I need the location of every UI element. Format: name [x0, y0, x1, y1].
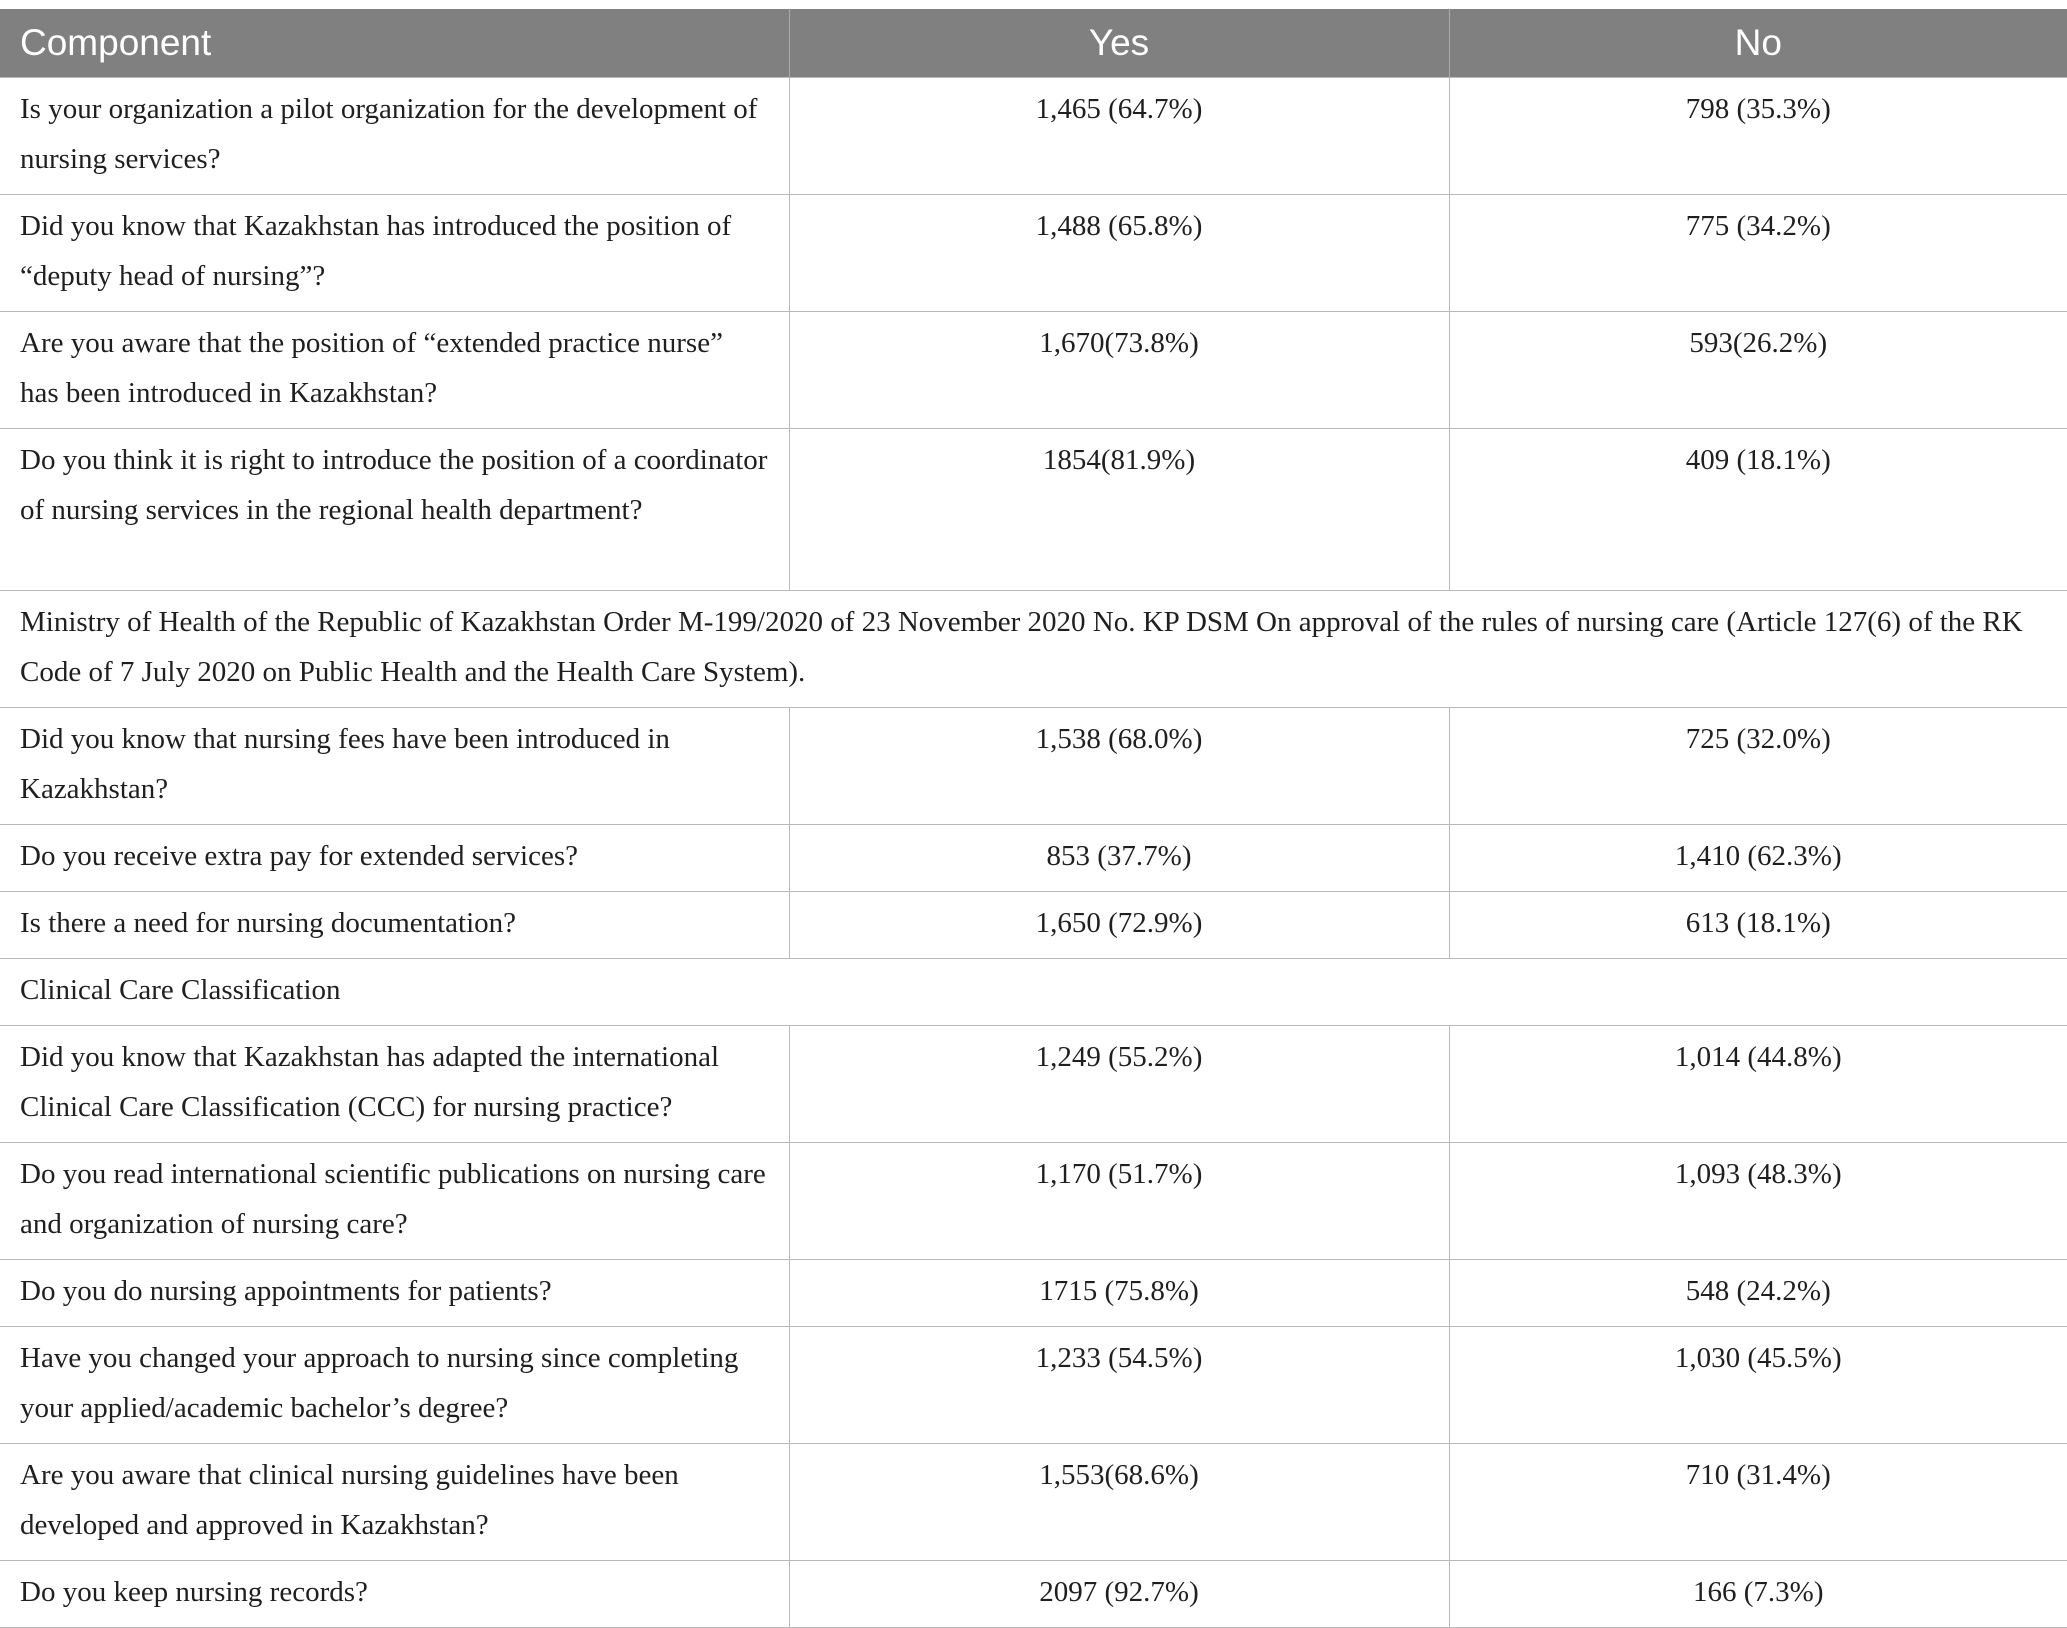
no-cell: 166 (7.3%): [1449, 1561, 2067, 1628]
yes-cell: 1,233 (54.5%): [789, 1327, 1449, 1444]
yes-cell: 1854(81.9%): [789, 429, 1449, 591]
component-cell: Have you changed your approach to nursing since completing your applied/academic bachelor’s degree?: [0, 1327, 789, 1444]
table-row: [0, 1444, 2067, 1561]
no-cell: 548 (24.2%): [1449, 1260, 2067, 1327]
component-cell: Did you know that Kazakhstan has introduced the position of “deputy head of nursing”?: [0, 195, 789, 312]
component-cell: Are you aware that the position of “extended practice nurse” has been introduced in Kazakhstan?: [0, 312, 789, 429]
yes-cell: 1,465 (64.7%): [789, 78, 1449, 195]
table-row: [0, 892, 2067, 959]
table-row: [0, 1260, 2067, 1327]
component-cell: Do you receive extra pay for extended services?: [0, 825, 789, 892]
yes-cell: 1,488 (65.8%): [789, 195, 1449, 312]
component-cell: Is there a need for nursing documentation?: [0, 892, 789, 959]
section-row: [0, 591, 2067, 708]
yes-cell: 1,553(68.6%): [789, 1444, 1449, 1561]
component-cell: Did you know that nursing fees have been introduced in Kazakhstan?: [0, 708, 789, 825]
header-row: [0, 9, 2067, 78]
component-cell: Do you read international scientific publications on nursing care and organization of nursing care?: [0, 1143, 789, 1260]
component-cell: Is your organization a pilot organization for the development of nursing services?: [0, 78, 789, 195]
yes-cell: 2097 (92.7%): [789, 1561, 1449, 1628]
no-cell: 798 (35.3%): [1449, 78, 2067, 195]
no-cell: 710 (31.4%): [1449, 1444, 2067, 1561]
table-row: [0, 1561, 2067, 1628]
survey-table-container: [0, 9, 2067, 1628]
no-cell: 1,030 (45.5%): [1449, 1327, 2067, 1444]
component-cell: Are you aware that clinical nursing guidelines have been developed and approved in Kazakhstan?: [0, 1444, 789, 1561]
yes-cell: 853 (37.7%): [789, 825, 1449, 892]
table-row: [0, 1026, 2067, 1143]
no-cell: 775 (34.2%): [1449, 195, 2067, 312]
section-heading: Clinical Care Classification: [0, 959, 2067, 1026]
yes-cell: 1,670(73.8%): [789, 312, 1449, 429]
no-cell: 593(26.2%): [1449, 312, 2067, 429]
yes-cell: 1,249 (55.2%): [789, 1026, 1449, 1143]
component-cell: Do you do nursing appointments for patients?: [0, 1260, 789, 1327]
survey-results-table: [0, 9, 2067, 1628]
section-row: [0, 959, 2067, 1026]
header-component: Component: [0, 9, 789, 78]
yes-cell: 1715 (75.8%): [789, 1260, 1449, 1327]
table-row: [0, 1327, 2067, 1444]
component-cell: Do you think it is right to introduce the position of a coordinator of nursing services in the regional health department?: [0, 429, 789, 591]
component-cell: Did you know that Kazakhstan has adapted the international Clinical Care Classification (CCC) for nursing practice?: [0, 1026, 789, 1143]
header-yes: Yes: [789, 9, 1449, 78]
table-row: [0, 195, 2067, 312]
table-row: [0, 429, 2067, 591]
table-body: [0, 78, 2067, 1628]
yes-cell: 1,170 (51.7%): [789, 1143, 1449, 1260]
table-row: [0, 708, 2067, 825]
yes-cell: 1,650 (72.9%): [789, 892, 1449, 959]
table-header: [0, 9, 2067, 78]
table-row: [0, 78, 2067, 195]
table-row: [0, 825, 2067, 892]
table-row: [0, 312, 2067, 429]
no-cell: 613 (18.1%): [1449, 892, 2067, 959]
no-cell: 1,410 (62.3%): [1449, 825, 2067, 892]
no-cell: 1,093 (48.3%): [1449, 1143, 2067, 1260]
yes-cell: 1,538 (68.0%): [789, 708, 1449, 825]
no-cell: 409 (18.1%): [1449, 429, 2067, 591]
component-cell: Do you keep nursing records?: [0, 1561, 789, 1628]
header-no: No: [1449, 9, 2067, 78]
table-row: [0, 1143, 2067, 1260]
no-cell: 725 (32.0%): [1449, 708, 2067, 825]
section-heading: Ministry of Health of the Republic of Kazakhstan Order M-199/2020 of 23 November 2020 No. KP DSM On approval of the rules of nursing care (Article 127(6) of the RK Code of 7 July 2020 on Public Health and the Health Care System).: [0, 591, 2067, 708]
no-cell: 1,014 (44.8%): [1449, 1026, 2067, 1143]
